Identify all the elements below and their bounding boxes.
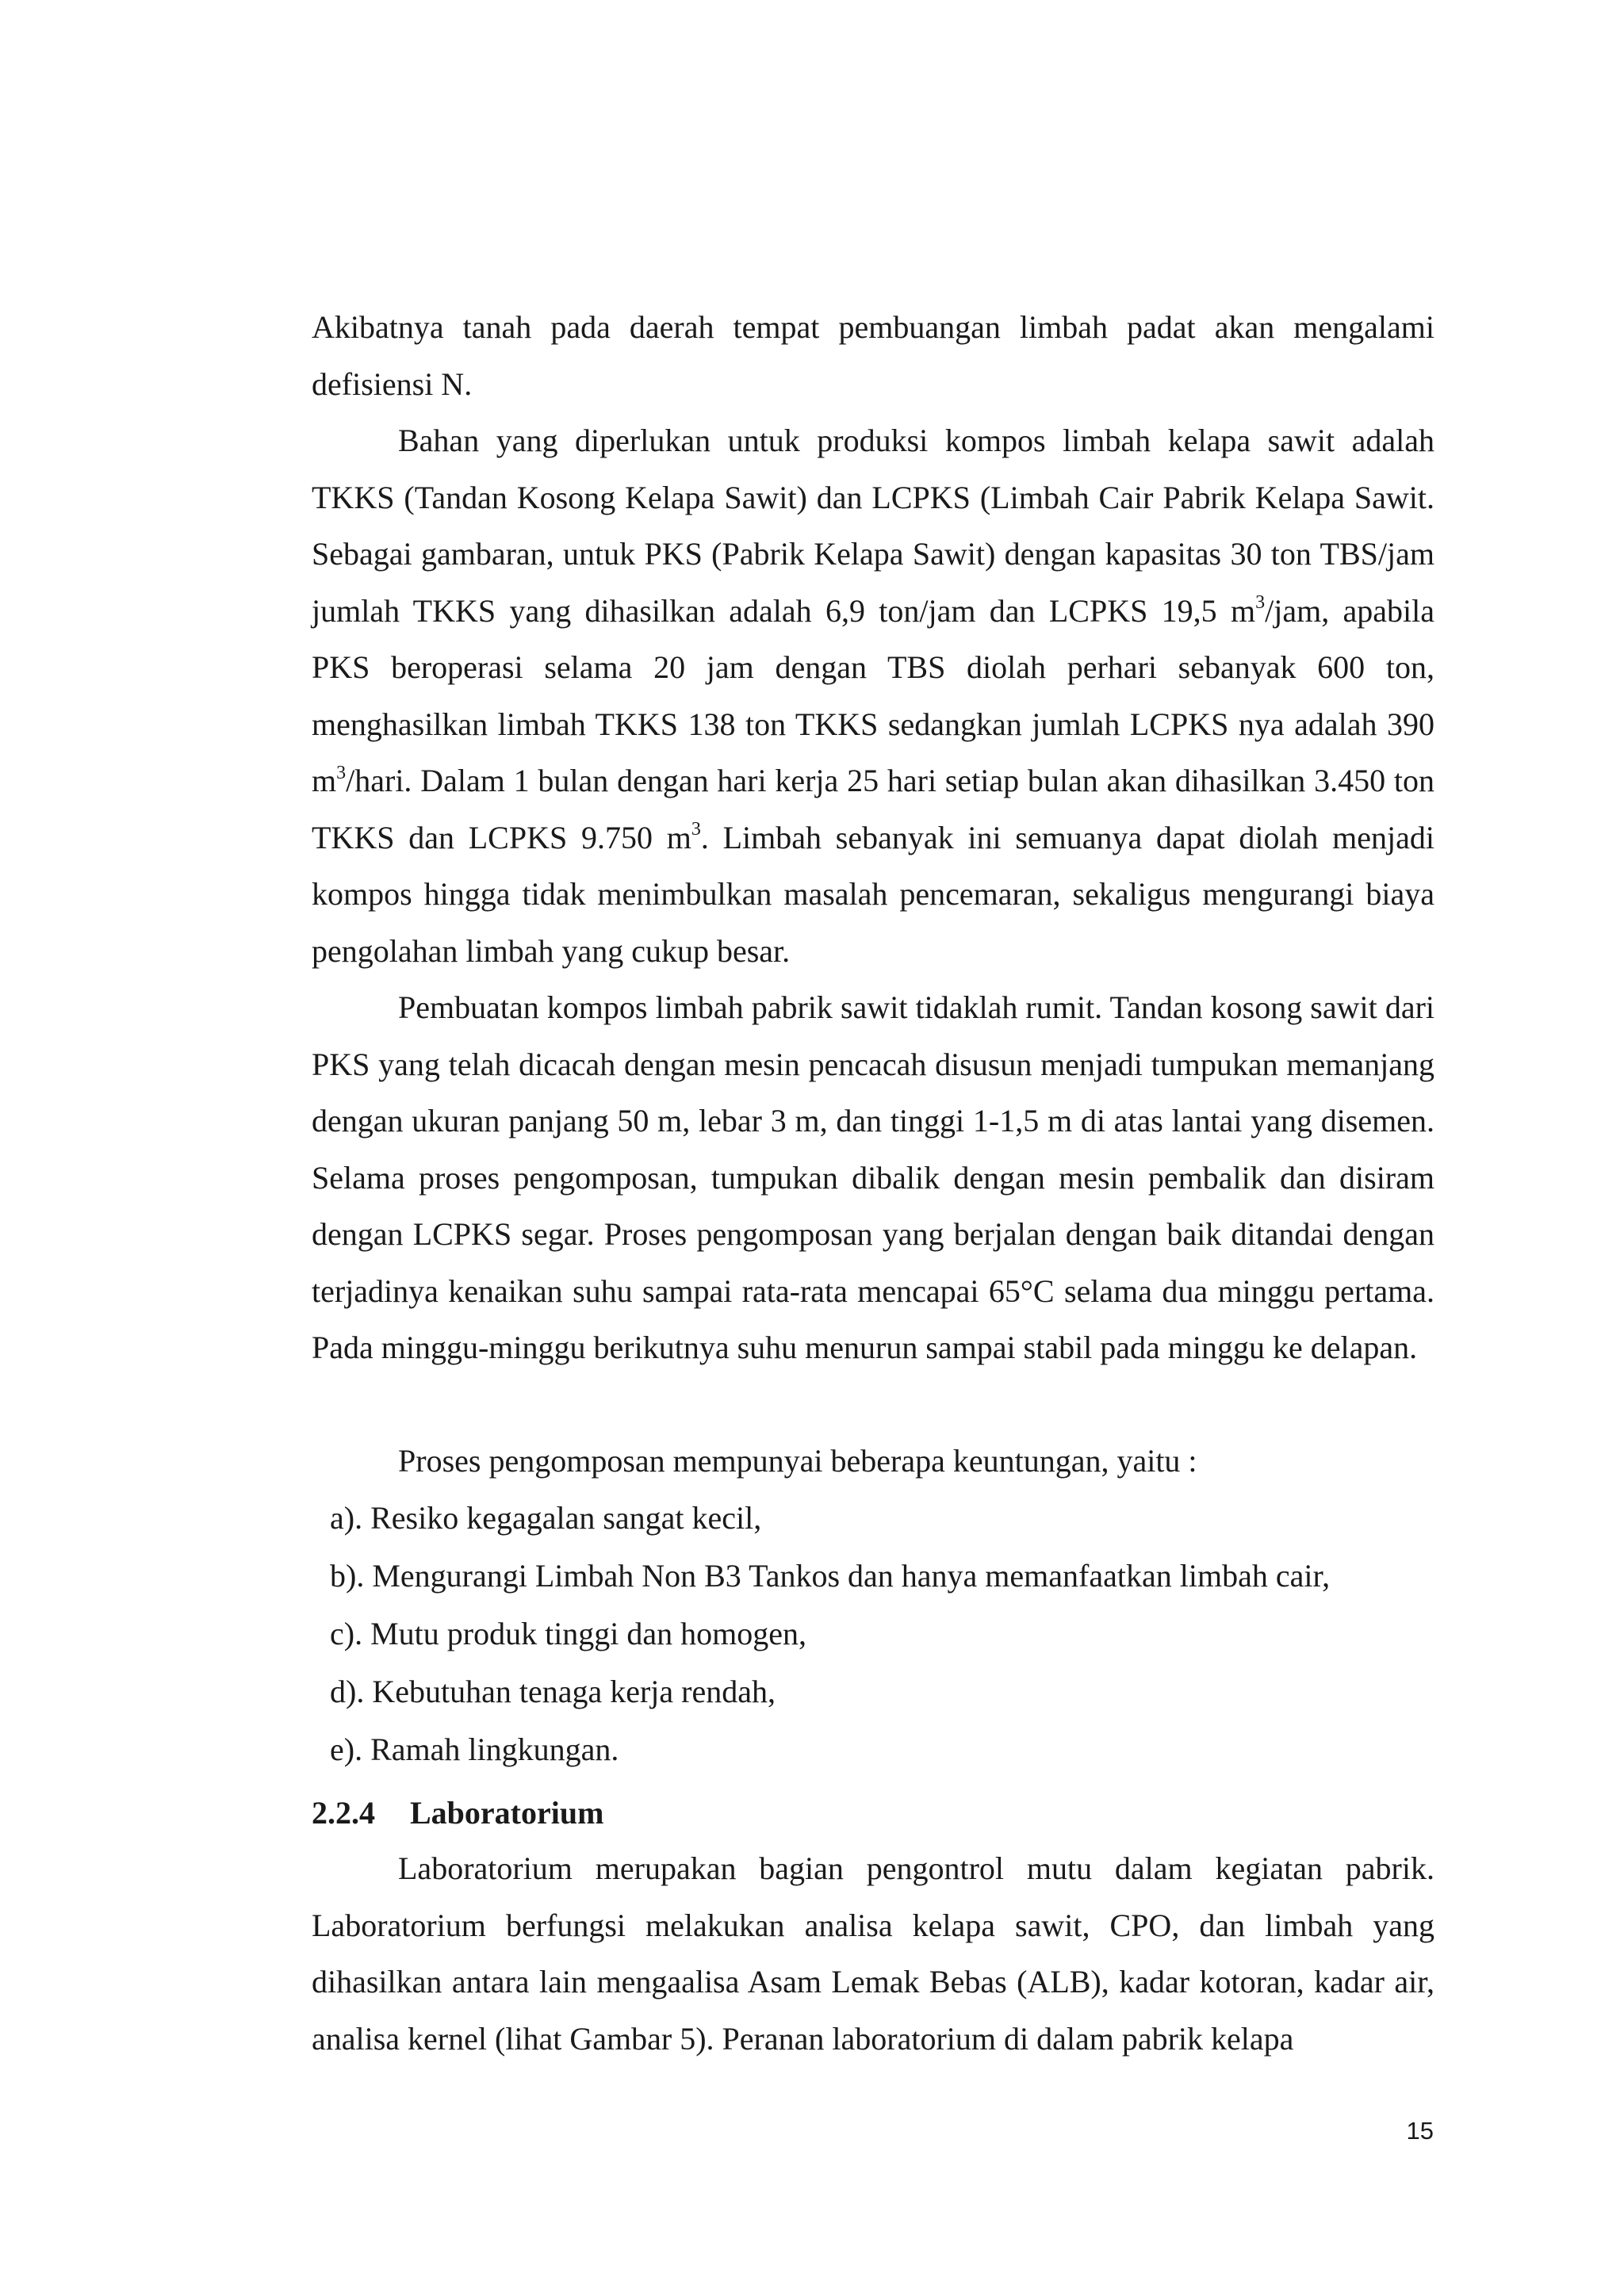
superscript-3: 3 [1255,592,1266,614]
list-item: c). Mutu produk tinggi dan homogen, [330,1616,807,1651]
continuation-text: Akibatnya tanah pada daerah tempat pembuangan limbah padat akan mengalami defisiensi N. [312,309,1434,402]
paragraph-laboratory-text: Laboratorium merupakan bagian pengontrol mutu dalam kegiatan pabrik. Laboratorium berfungsi melakukan analisa kelapa sawit, CPO, dan limbah yang dihasilkan antara lain mengaalisa Asam Lemak Bebas (ALB), kadar kotoran, kadar air, analisa kernel (lihat Gambar 5). Peranan laboratorium di dalam pabrik kelapa [312,1850,1434,2057]
paragraph-laboratory [312,1840,1434,2067]
section-number: 2.2.4 [312,1795,375,1831]
list-item: d). Kebutuhan tenaga kerja rendah, [330,1674,776,1709]
paragraph-2-part-3: /hari. Dalam 1 bulan dengan hari kerja 25 hari setiap bulan akan dihasilkan 3.450 ton TKKS dan LCPKS 9.750 m [312,763,1434,855]
continuation-paragraph [312,299,1434,412]
paragraph-2-part-1: Bahan yang diperlukan untuk produksi kompos limbah kelapa sawit adalah TKKS (Tandan Kosong Kelapa Sawit) dan LCPKS (Limbah Cair Pabrik Kelapa Sawit. Sebagai gambaran, untuk PKS (Pabrik Kelapa Sawit) dengan kapasitas 30 ton TBS/jam jumlah TKKS yang dihasilkan adalah 6,9 ton/jam dan LCPKS 19,5 m [312,423,1434,629]
section-heading [312,1785,603,1842]
paragraph-compost-process-text: Pembuatan kompos limbah pabrik sawit tidaklah rumit. Tandan kosong sawit dari PKS yang telah dicacah dengan mesin pencacah disusun menjadi tumpukan memanjang dengan ukuran panjang 50 m, lebar 3 m, dan tinggi 1-1,5 m di atas lantai yang disemen. Selama proses pengomposan, tumpukan dibalik dengan mesin pembalik dan disiram dengan LCPKS segar. Proses pengomposan yang berjalan dengan baik ditandai dengan terjadinya kenaikan suhu sampai rata-rata mencapai 65°C selama dua minggu pertama. Pada minggu-minggu berikutnya suhu menurun sampai stabil pada minggu ke delapan. [312,989,1434,1365]
list-item: a). Resiko kegagalan sangat kecil, [330,1500,762,1536]
list-item: e). Ramah lingkungan. [330,1732,619,1767]
paragraph-2-part-4: . Limbah sebanyak ini semuanya dapat diolah menjadi kompos hingga tidak menimbulkan masalah pencemaran, sekaligus mengurangi biaya pengolahan limbah yang cukup besar. [312,819,1435,969]
advantages-list [330,1489,1440,1778]
superscript-3: 3 [336,762,347,783]
paragraph-2-part-2: /jam, apabila PKS beroperasi selama 20 jam dengan TBS diolah perhari sebanyak 600 ton, menghasilkan limbah TKKS 138 ton TKKS sedangkan jumlah LCPKS nya adalah 390 m [312,592,1434,798]
paragraph-compost-materials-text [312,412,1434,979]
page-number: 15 [1406,2117,1434,2145]
paragraph-advantages-intro [312,1433,1434,1490]
section-title: Laboratorium [410,1795,604,1831]
superscript-3: 3 [691,819,701,840]
paragraph-compost-materials [312,412,1434,979]
paragraph-advantages-intro-text: Proses pengomposan mempunyai beberapa keuntungan, yaitu : [398,1443,1197,1479]
paragraph-compost-process [312,979,1434,1376]
list-item: b). Mengurangi Limbah Non B3 Tankos dan hanya memanfaatkan limbah cair, [330,1558,1331,1594]
